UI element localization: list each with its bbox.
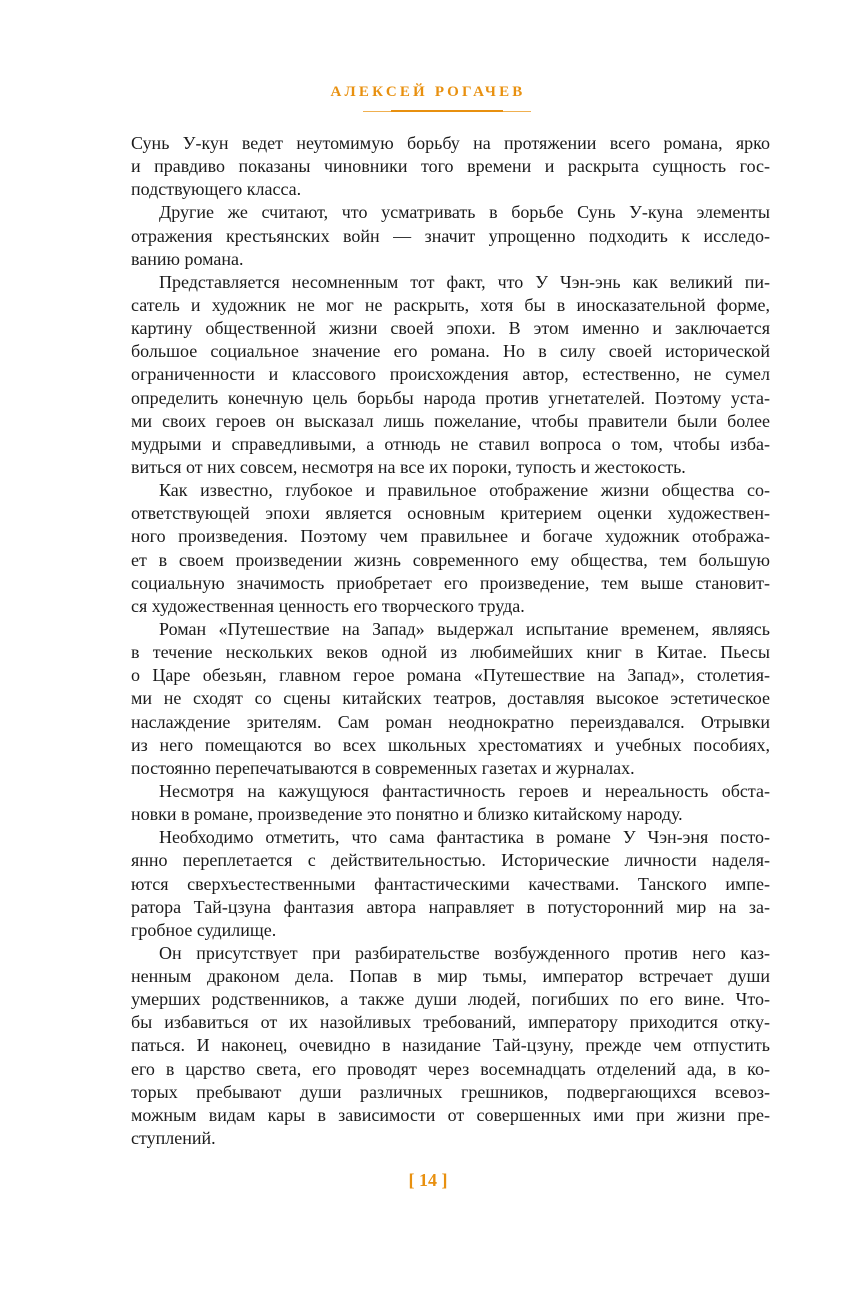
text-line: картину общественной жизни своей эпохи. В этом именно и заключается — [131, 318, 770, 339]
paragraph — [131, 132, 770, 201]
text-line: Необходимо отметить, что сама фантастика в романе У Чэн-эня посто- — [159, 827, 770, 848]
paragraph — [131, 942, 770, 1150]
text-line: ступлений. — [131, 1128, 216, 1149]
text-line: отражения крестьянских войн — значит упрощенно подходить к исследо- — [131, 225, 770, 246]
text-line: ного произведения. Поэтому чем правильнее и богаче художник отобража- — [131, 526, 770, 547]
text-line: сатель и художник не мог не раскрыть, хотя бы в иносказательной форме, — [131, 294, 770, 315]
text-line: Представляется несомненным тот факт, что У Чэн-энь как великий пи- — [159, 271, 770, 292]
paragraph — [131, 479, 770, 618]
text-line: Как известно, глубокое и правильное отображение жизни общества со- — [159, 480, 770, 501]
text-line: можным видам кары в зависимости от совершенных ими при жизни пре- — [131, 1104, 770, 1125]
header-divider — [363, 111, 531, 112]
text-line: ми не сходят со сцены китайских театров, доставляя высокое эстетическое — [131, 688, 770, 709]
text-line: умерших родственников, а также души людей, погибших по его вине. Что- — [131, 989, 770, 1010]
text-line: паться. И наконец, очевидно в назидание Тай-цзуну, прежде чем отпустить — [131, 1035, 770, 1056]
text-line: и правдиво показаны чиновники того времени и раскрыта сущность гос- — [131, 156, 770, 177]
text-line: Сунь У-кун ведет неутомимую борьбу на протяжении всего романа, ярко — [131, 133, 770, 153]
text-line: янно переплетается с действительностью. Исторические личности наделя- — [131, 850, 770, 871]
text-line: Другие же считают, что усматривать в борьбе Сунь У-куна элементы — [159, 202, 770, 223]
text-line: ограниченности и классового происхождения автор, естественно, не сумел — [131, 364, 770, 385]
text-line: социальную значимость приобретает его произведение, тем выше становит- — [131, 572, 770, 593]
text-line: наслаждение зрителям. Сам роман неоднократно переиздавался. Отрывки — [131, 711, 770, 732]
text-line: ся художественная ценность его творческого труда. — [131, 595, 525, 616]
text-line: ми своих героев он высказал лишь пожелание, чтобы правители были более — [131, 410, 770, 431]
paragraph — [131, 618, 770, 780]
text-line: большое социальное значение его романа. Но в силу своей исторической — [131, 341, 770, 362]
text-line: бы избавиться от их назойливых требований, императору приходится отку- — [131, 1012, 770, 1033]
text-line: ответствующей эпохи является основным критерием оценки художествен- — [131, 503, 770, 524]
text-line: ет в своем произведении жизнь современного ему общества, тем большую — [131, 549, 770, 570]
text-line: в течение нескольких веков одной из любимейших книг в Китае. Пьесы — [131, 642, 770, 663]
text-line: Он присутствует при разбирательстве возбужденного против него каз- — [159, 942, 770, 963]
text-line: виться от них совсем, несмотря на все их пороки, тупость и жестокость. — [131, 456, 686, 477]
text-line: торых пребывают души различных грешников, подвергающихся всевоз- — [131, 1081, 770, 1102]
page-body-text — [131, 132, 770, 1150]
text-line: постоянно перепечатываются в современных газетах и журналах. — [131, 757, 635, 778]
text-line: его в царство света, его проводят через восемнадцать отделений ада, в ко- — [131, 1058, 770, 1079]
text-line: подствующего класса. — [131, 179, 302, 200]
paragraph — [131, 271, 770, 479]
text-line: мудрыми и справедливыми, а отнюдь не ставил вопроса о том, чтобы изба- — [131, 433, 770, 454]
text-line: о Царе обезьян, главном герое романа «Путешествие на Запад», столетия- — [131, 665, 770, 686]
paragraph — [131, 826, 770, 942]
text-line: гробное судилище. — [131, 919, 277, 940]
text-line: определить конечную цель борьбы народа против угнетателей. Поэтому уста- — [131, 387, 770, 408]
text-line: новки в романе, произведение это понятно и близко китайскому народу. — [131, 804, 683, 825]
running-header-author: АЛЕКСЕЙ РОГАЧЕВ — [330, 84, 526, 100]
text-line: ратора Тай-цзуна фантазия автора направляет в потусторонний мир на за- — [131, 896, 770, 917]
text-line: Несмотря на кажущуюся фантастичность героев и нереальность обста- — [159, 780, 770, 801]
text-line: из него помещаются во всех школьных хрестоматиях и учебных пособиях, — [131, 734, 770, 755]
text-line: Роман «Путешествие на Запад» выдержал испытание временем, являясь — [159, 618, 770, 639]
text-line: ются сверхъестественными фантастическими качествами. Танского импе- — [131, 873, 770, 894]
page-number: [ 14 ] — [408, 1170, 448, 1190]
text-line: ненным драконом дела. Попав в мир тьмы, император встречает души — [131, 966, 770, 987]
text-line: ванию романа. — [131, 248, 244, 269]
paragraph — [131, 201, 770, 270]
paragraph — [131, 780, 770, 826]
